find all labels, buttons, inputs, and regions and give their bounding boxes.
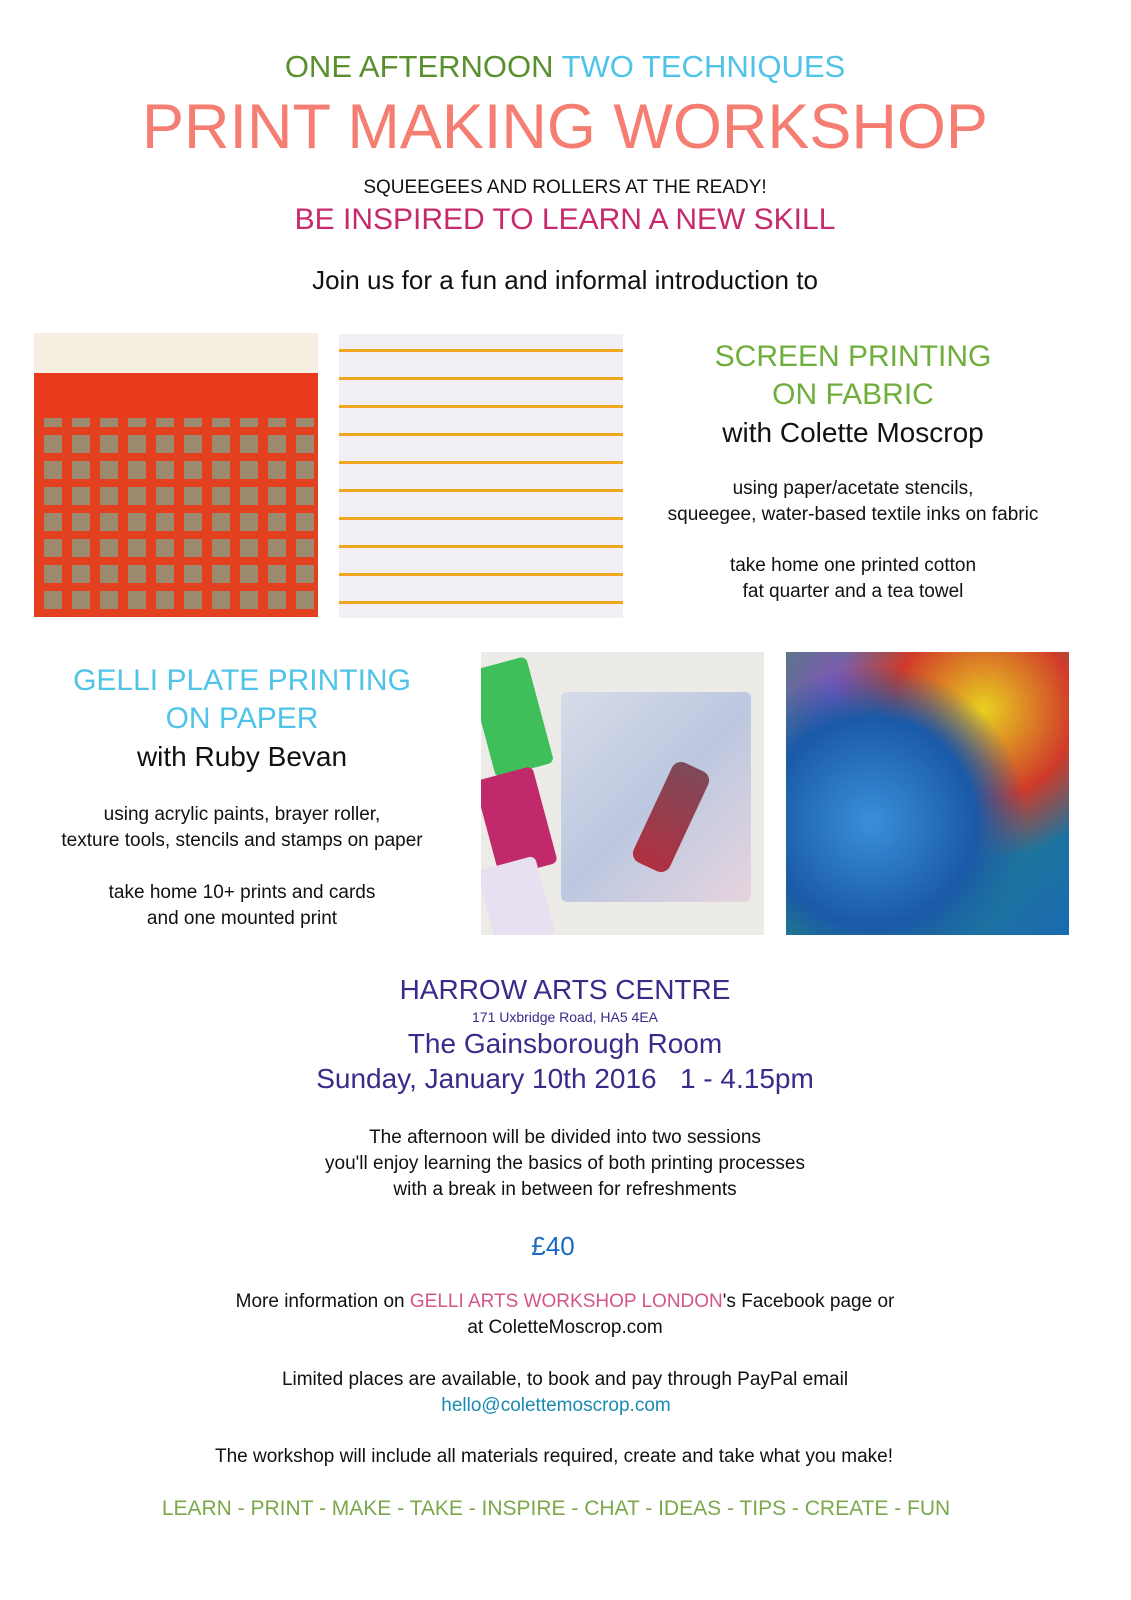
- gelli-desc-2: texture tools, stencils and stamps on paper: [61, 830, 423, 851]
- screen-printing-photo: [34, 333, 318, 617]
- more-info-suffix: 's Facebook page or: [722, 1291, 895, 1312]
- event-date: Sunday, January 10th 2016 1 - 4.15pm: [316, 1063, 814, 1094]
- screen-take-2: fat quarter and a tea towel: [742, 581, 964, 602]
- details-line-1: The afternoon will be divided into two sessions: [369, 1127, 761, 1148]
- screen-desc-1: using paper/acetate stencils,: [732, 478, 974, 499]
- venue-room: The Gainsborough Room: [407, 1028, 723, 1059]
- page-title: PRINT MAKING WORKSHOP: [142, 92, 988, 162]
- intro: Join us for a fun and informal introduction to: [312, 265, 818, 295]
- venue-address: 171 Uxbridge Road, HA5 4EA: [472, 1009, 658, 1025]
- one-afternoon: ONE AFTERNOON: [284, 49, 554, 84]
- gelli-plate-photo: [481, 652, 764, 935]
- gelli-take-2: and one mounted print: [146, 908, 338, 929]
- footer-keywords: LEARN - PRINT - MAKE - TAKE - INSPIRE - CHAT - IDEAS - TIPS - CREATE - FUN: [161, 1497, 951, 1520]
- details-line-3: with a break in between for refreshments: [393, 1179, 737, 1200]
- more-info: [236, 1290, 895, 1314]
- header-line1: [285, 48, 845, 86]
- more-info-prefix: More information on: [235, 1291, 410, 1312]
- screen-title-1: SCREEN PRINTING: [714, 340, 992, 373]
- gelli-take-1: take home 10+ prints and cards: [108, 882, 376, 903]
- materials-line: The workshop will include all materials required, create and take what you make!: [215, 1446, 893, 1467]
- tagline: BE INSPIRED TO LEARN A NEW SKILL: [294, 203, 836, 236]
- venue-name: HARROW ARTS CENTRE: [399, 974, 731, 1005]
- facebook-link[interactable]: GELLI ARTS WORKSHOP LONDON: [409, 1291, 723, 1312]
- screen-title-2: ON FABRIC: [772, 378, 934, 411]
- details-line-2: you'll enjoy learning the basics of both printing processes: [325, 1153, 805, 1174]
- printed-fabric-photo: [339, 334, 623, 618]
- gelli-title-1: GELLI PLATE PRINTING: [73, 664, 411, 697]
- booking-line: Limited places are available, to book and pay through PayPal email: [281, 1369, 849, 1390]
- price: £40: [531, 1231, 575, 1261]
- website-line: at ColetteMoscrop.com: [467, 1317, 663, 1338]
- gelli-title-2: ON PAPER: [165, 702, 319, 735]
- screen-tutor: with Colette Moscrop: [722, 417, 984, 448]
- screen-desc-2: squeegee, water-based textile inks on fabric: [667, 504, 1039, 525]
- subtitle: SQUEEGEES AND ROLLERS AT THE READY!: [363, 177, 767, 198]
- gelli-print-photo: [786, 652, 1069, 935]
- email-link[interactable]: hello@colettemoscrop.com: [441, 1395, 671, 1416]
- screen-take-1: take home one printed cotton: [729, 555, 977, 576]
- two-techniques: TWO TECHNIQUES: [561, 49, 846, 84]
- gelli-tutor: with Ruby Bevan: [136, 741, 348, 772]
- gelli-desc-1: using acrylic paints, brayer roller,: [103, 804, 381, 825]
